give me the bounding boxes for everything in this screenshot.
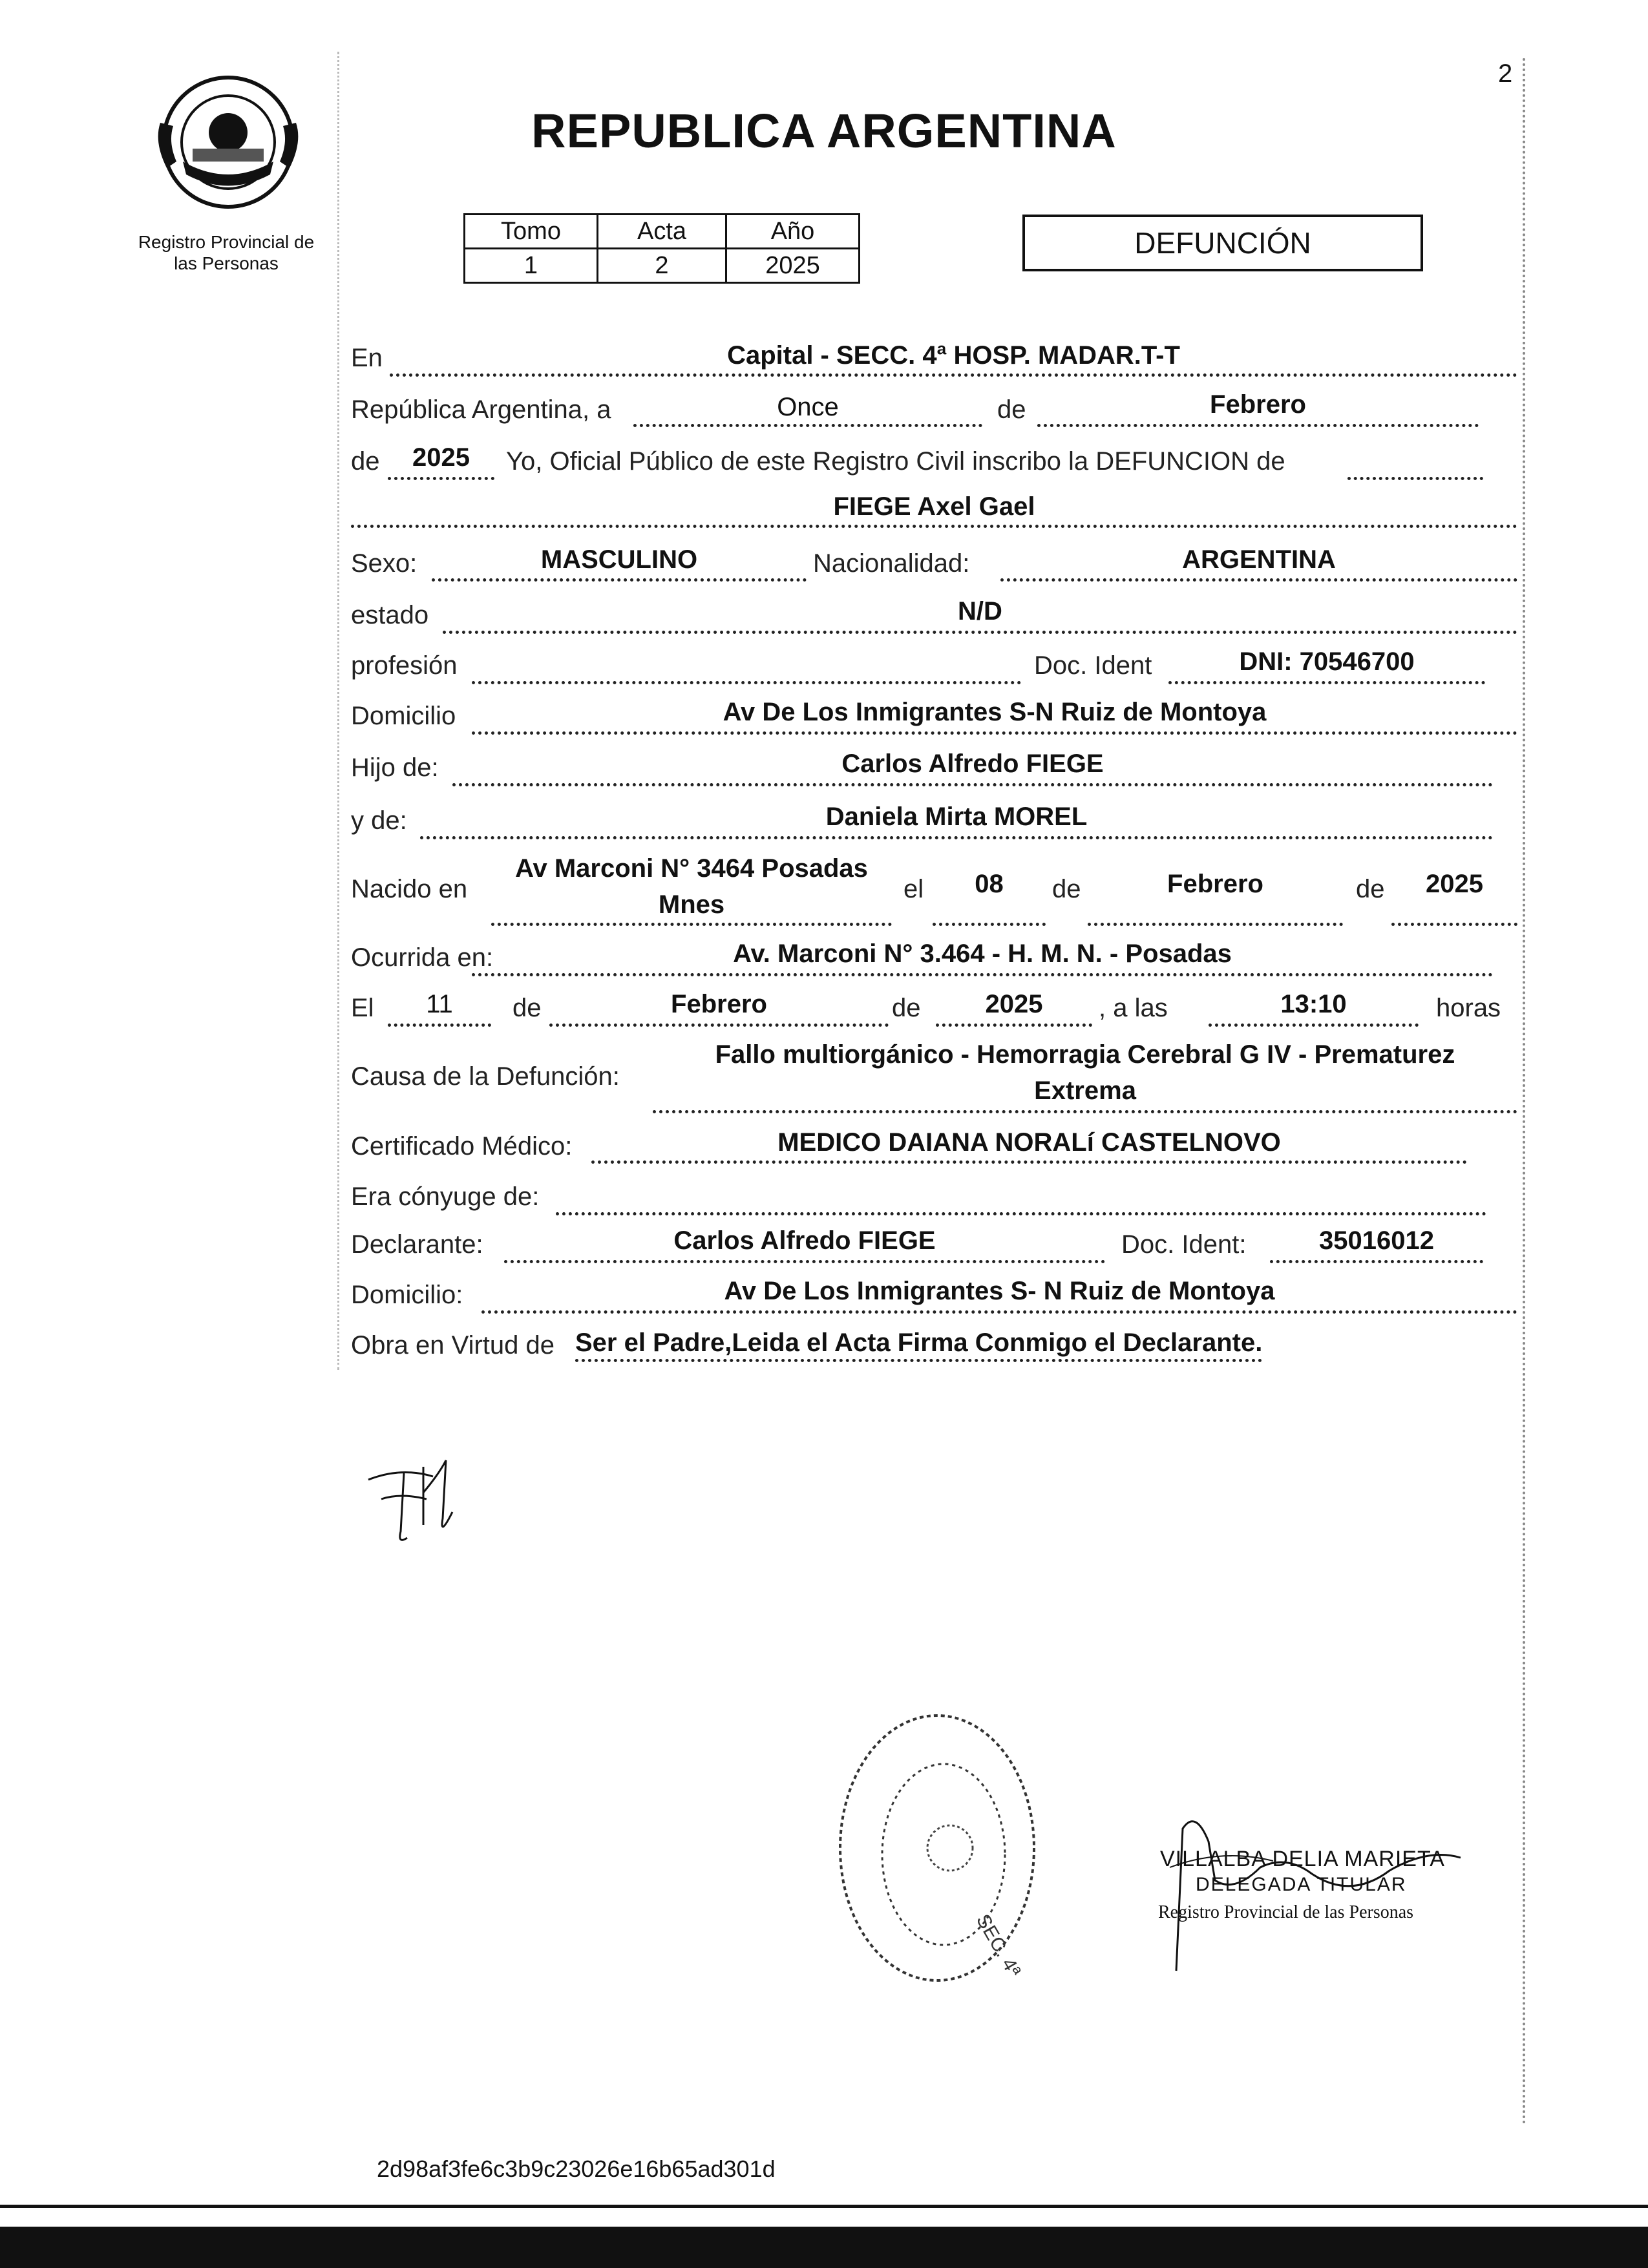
line-doc-ident	[1168, 681, 1485, 684]
declarant-address-value: Av De Los Inmigrantes S- N Ruiz de Montoya	[724, 1277, 1275, 1305]
label-inscribo: Yo, Oficial Público de este Registro Civil inscribo la DEFUNCION de	[506, 447, 1285, 476]
label-estado: estado	[351, 601, 429, 629]
label-doc-ident-2: Doc. Ident:	[1121, 1230, 1247, 1259]
line-nombre	[351, 525, 1517, 528]
label-ocurrida-en: Ocurrida en:	[351, 943, 494, 972]
line-padre	[452, 783, 1493, 786]
civil-status-value: N/D	[958, 597, 1002, 625]
label-doc-ident: Doc. Ident	[1034, 651, 1152, 680]
line-certificado	[591, 1160, 1467, 1164]
official-office: Registro Provincial de las Personas	[1158, 1902, 1414, 1922]
official-title: DELEGADA TITULAR	[1196, 1874, 1407, 1895]
father-value: Carlos Alfredo FIEGE	[841, 750, 1104, 778]
label-en: En	[351, 344, 383, 372]
certificate-value: MEDICO DAIANA NORALí CASTELNOVO	[777, 1128, 1281, 1157]
declarant-signature-icon	[362, 1454, 478, 1557]
bottom-rule	[0, 2205, 1648, 2208]
acta-value: 2	[598, 249, 726, 283]
line-def-dia	[388, 1024, 491, 1027]
doc-ident-value: DNI: 70546700	[1239, 647, 1415, 676]
label-certificado: Certificado Médico:	[351, 1132, 573, 1160]
line-def-mes	[549, 1024, 889, 1027]
place-of-death-value: Av. Marconi N° 3.464 - H. M. N. - Posadas	[733, 940, 1232, 968]
label-horas: horas	[1436, 994, 1501, 1022]
right-margin-line	[1523, 58, 1525, 2126]
month-value: Febrero	[1210, 390, 1306, 419]
label-domicilio-2: Domicilio:	[351, 1281, 463, 1309]
line-sexo	[432, 578, 807, 582]
label-obra: Obra en Virtud de	[351, 1331, 555, 1360]
line-inscribo-tail	[1347, 477, 1483, 480]
label-sexo: Sexo:	[351, 549, 417, 578]
label-hijo-de: Hijo de:	[351, 753, 439, 782]
page-number: 2	[1498, 59, 1513, 88]
label-de-6: de	[892, 994, 921, 1022]
country-title: REPUBLICA ARGENTINA	[531, 104, 1117, 158]
birth-day-value: 08	[975, 870, 1004, 898]
record-type-box: DEFUNCIÓN	[1022, 215, 1423, 271]
tomo-header: Tomo	[465, 215, 598, 249]
deceased-name-value: FIEGE Axel Gael	[833, 492, 1035, 521]
label-profesion: profesión	[351, 651, 458, 680]
line-dia	[633, 424, 982, 427]
label-a-las: , a las	[1099, 994, 1168, 1022]
anio-header: Año	[726, 215, 860, 249]
birth-place-line1: Av Marconi N° 3464 Posadas	[515, 854, 868, 883]
label-causa: Causa de la Defunción:	[351, 1062, 620, 1091]
death-year-value: 2025	[985, 990, 1043, 1018]
declarant-doc-value: 35016012	[1319, 1226, 1434, 1255]
line-domicilio	[472, 731, 1517, 735]
line-declarante-doc	[1270, 1260, 1483, 1263]
label-el: el	[903, 875, 924, 903]
line-estado	[443, 631, 1517, 634]
label-de-4: de	[1356, 875, 1385, 903]
label-el-2: El	[351, 994, 374, 1022]
label-nacido-en: Nacido en	[351, 875, 468, 903]
line-madre	[420, 836, 1493, 839]
line-conyuge	[556, 1212, 1486, 1215]
line-nacido-anio	[1391, 923, 1517, 926]
document-hash: 2d98af3fe6c3b9c23026e16b65ad301d	[377, 2156, 776, 2182]
birth-year-value: 2025	[1426, 870, 1483, 898]
label-nacionalidad: Nacionalidad:	[813, 549, 970, 578]
line-profesion	[472, 681, 1021, 684]
line-domicilio-2	[481, 1310, 1517, 1314]
label-conyuge: Era cónyuge de:	[351, 1182, 540, 1211]
line-nacido-dia	[933, 923, 1046, 926]
death-day-value: 11	[426, 990, 453, 1018]
nationality-value: ARGENTINA	[1182, 545, 1336, 574]
day-text-value: Once	[777, 393, 839, 421]
birth-place-line2: Mnes	[658, 890, 725, 919]
address-value: Av De Los Inmigrantes S-N Ruiz de Montoya	[723, 698, 1267, 726]
acta-header: Acta	[598, 215, 726, 249]
line-en	[390, 373, 1517, 377]
label-declarante: Declarante:	[351, 1230, 483, 1259]
birth-month-value: Febrero	[1167, 870, 1263, 898]
line-anio	[388, 477, 494, 480]
label-republica: República Argentina, a	[351, 395, 611, 424]
left-margin-line	[337, 52, 339, 1370]
label-de-3: de	[1052, 875, 1081, 903]
bottom-scan-edge	[0, 2227, 1648, 2268]
death-month-value: Febrero	[671, 990, 767, 1018]
place-value: Capital - SECC. 4ª HOSP. MADAR.T-T	[727, 341, 1180, 370]
label-de-5: de	[512, 994, 542, 1022]
label-domicilio: Domicilio	[351, 702, 456, 730]
label-de-1: de	[997, 395, 1026, 424]
anio-value: 2025	[726, 249, 860, 283]
year-value: 2025	[412, 443, 470, 472]
line-def-hora	[1209, 1024, 1419, 1027]
line-causa	[653, 1110, 1517, 1113]
line-declarante	[504, 1260, 1105, 1263]
declarant-value: Carlos Alfredo FIEGE	[673, 1226, 936, 1255]
line-nacionalidad	[1000, 578, 1517, 582]
stamp-text: SEC. 4ª	[971, 1911, 1025, 1981]
mother-value: Daniela Mirta MOREL	[825, 803, 1088, 831]
line-nacido-lugar	[491, 923, 892, 926]
line-ocurrida	[472, 973, 1493, 976]
registry-caption: Registro Provincial de las Personas	[138, 232, 315, 273]
obra-value: Ser el Padre,Leida el Acta Firma Conmigo el Declarante.	[575, 1328, 1262, 1362]
cause-line1: Fallo multiorgánico - Hemorragia Cerebral G IV - Prematurez	[715, 1040, 1455, 1069]
sex-value: MASCULINO	[540, 545, 698, 574]
line-def-anio	[936, 1024, 1092, 1027]
tomo-value: 1	[465, 249, 598, 283]
record-number-table	[463, 213, 860, 284]
label-y-de: y de:	[351, 806, 407, 835]
official-stamp-icon	[830, 1706, 1044, 1990]
label-de-2: de	[351, 447, 380, 476]
line-mes	[1037, 424, 1479, 427]
cause-line2: Extrema	[1034, 1076, 1136, 1105]
line-nacido-mes	[1088, 923, 1343, 926]
death-time-value: 13:10	[1280, 990, 1347, 1018]
official-name: VILLALBA DELIA MARIETA	[1160, 1847, 1445, 1871]
